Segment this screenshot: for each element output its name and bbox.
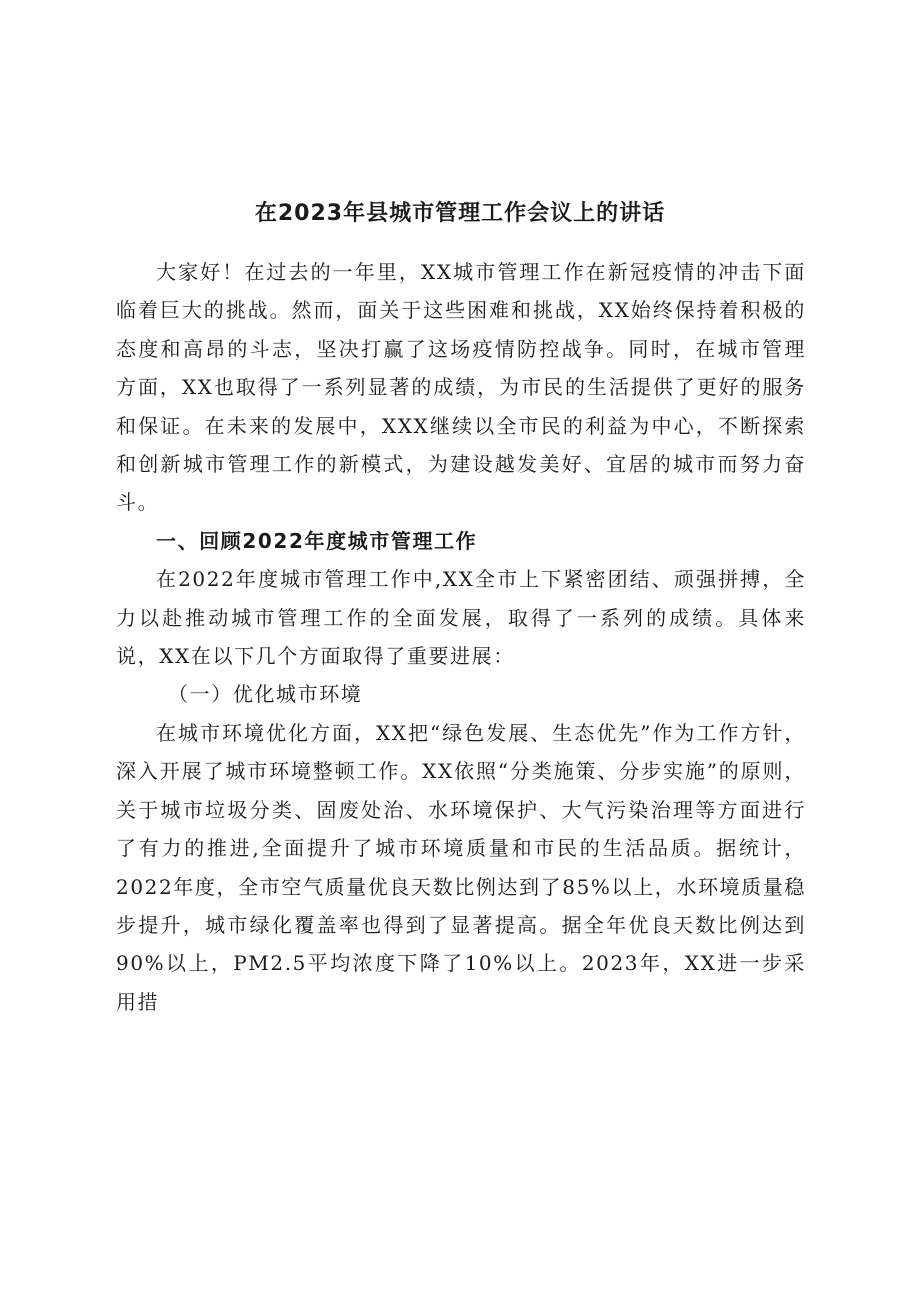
document-body bbox=[116, 253, 806, 1021]
document-title: 在2023年县城市管理工作会议上的讲话 bbox=[254, 201, 666, 226]
section-intro-paragraph: 在2022年度城市管理工作中,XX全市上下紧密团结、顽强拼搏，全力以赴推动城市管理工作的全面发展，取得了一系列的成绩。具体来说，XX在以下几个方面取得了重要进展： bbox=[116, 567, 806, 669]
subsection-paragraph: 在城市环境优化方面，XX把“绿色发展、生态优先”作为工作方针，深入开展了城市环境整顿工作。XX依照“分类施策、分步实施”的原则，关于城市垃圾分类、固废处治、水环境保护、大气污染治理等方面进行了有力的推进,全面提升了城市环境质量和市民的生活品质。据统计，2022年度，全市空气质量优良天数比例达到了85%以上，水环境质量稳步提升，城市绿化覆盖率也得到了显著提高。据全年优良天数比例达到90%以上，PM2.5平均浓度下降了10%以上。2023年，XX进一步采用措 bbox=[116, 720, 806, 1014]
subsection-heading: （一）优化城市环境 bbox=[168, 682, 363, 707]
opening-paragraph: 大家好！在过去的一年里，XX城市管理工作在新冠疫情的冲击下面临着巨大的挑战。然而，面关于这些困难和挑战，XX始终保持着积极的态度和高昂的斗志，坚决打赢了这场疫情防控战争。同时，在城市管理方面，XX也取得了一系列显著的成绩，为市民的生活提供了更好的服务和保证。在未来的发展中，XXX继续以全市民的利益为中心，不断探索和创新城市管理工作的新模式，为建设越发美好、宜居的城市而努力奋斗。 bbox=[116, 260, 806, 515]
section-heading: 一、回顾2022年度城市管理工作 bbox=[156, 528, 478, 553]
